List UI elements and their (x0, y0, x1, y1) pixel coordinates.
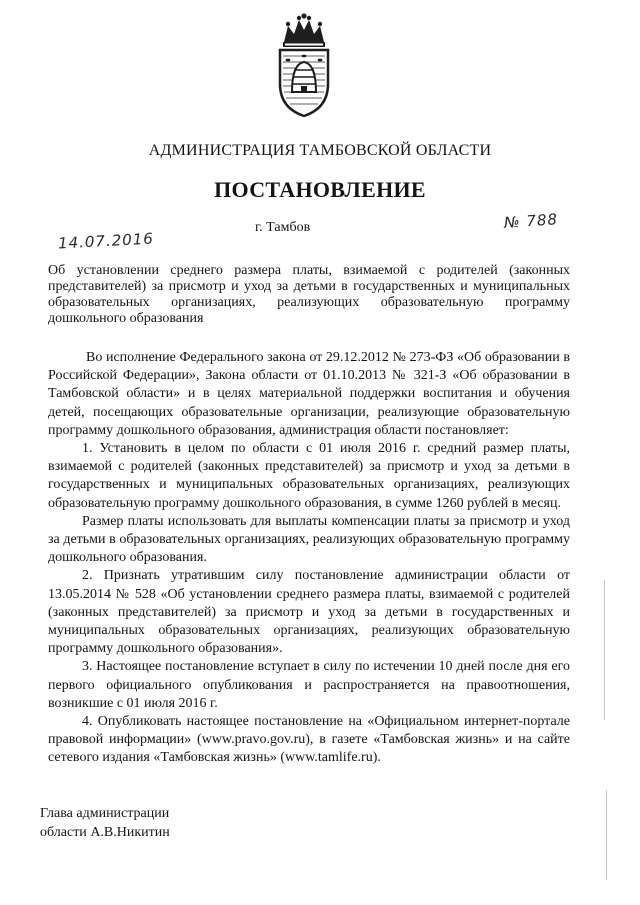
body-paragraph-item-4: 4. Опубликовать настоящее постановление на «Официальном интернет-портале правовой информации» (www.pravo.gov.ru), в газете «Тамбовская жизнь» и на сайте сетевого издания «Тамбовская жизнь» (www.tamlife.ru). (48, 714, 570, 766)
body-paragraph-item-3: 3. Настоящее постановление вступает в силу по истечении 10 дней после дня его первого официального опубликования и распространяется на правоотношения, возникшие с 01 июля 2016 г. (48, 659, 570, 711)
coat-of-arms-emblem (272, 12, 336, 122)
scan-artifact-line (606, 790, 607, 880)
document-type-heading: ПОСТАНОВЛЕНИЕ (214, 177, 426, 202)
signatory-name: А.В.Никитин (90, 824, 170, 840)
signature-line-2 (40, 824, 170, 843)
document-city: г. Тамбов (255, 220, 311, 235)
signature-position: Глава администрации (40, 806, 170, 821)
document-date: 14.07.2016 (57, 229, 155, 253)
document-number: № 788 (503, 210, 559, 232)
body-paragraph-item-1: 1. Установить в целом по области с 01 июля 2016 г. средний размер платы, взимаемой с родителей (законных представителей) за присмотр и уход за детьми в государственных и муниципальных образовательных организациях, реализующих образовательную программу дошкольного образования, в сумме 1260 рублей в месяц. (48, 441, 570, 511)
signature-block (40, 805, 170, 842)
body-paragraph-item-2: 2. Признать утратившим силу постановление администрации области от 13.05.2014 № 528 «Об установлении среднего размера платы, взимаемой с родителей (законных представителей) за присмотр и уход за детьми в государственных и муниципальных образовательных организациях, реализующих образовательную программу дошкольного образования». (48, 568, 570, 657)
body-paragraph-compensation: Размер платы использовать для выплаты компенсации платы за присмотр и уход за детьми в образовательных организациях, реализующих образовательную программу дошкольного образования. (48, 513, 570, 566)
body-paragraph-preamble: Во исполнение Федерального закона от 29.12.2012 № 273-ФЗ «Об образовании в Российской Федерации», Закона области от 01.10.2013 № 321-З «Об образовании в Тамбовской области» и в целях материальной поддержки воспитания и обучения детей, посещающих образовательные организации, реализующие образовательную программу дошкольного образования, администрация области постановляет: (48, 350, 570, 438)
document-title: Об установлении среднего размера платы, взимаемой с родителей (законных представителей) за присмотр и уход за детьми в государственных и муниципальных образовательных организациях, реализующих образовательную программу дошкольного образования (48, 263, 570, 326)
scan-artifact-line (604, 580, 605, 720)
signature-position-region: области (40, 824, 87, 840)
organization-name: АДМИНИСТРАЦИЯ ТАМБОВСКОЙ ОБЛАСТИ (148, 142, 492, 159)
document-body (48, 349, 570, 768)
